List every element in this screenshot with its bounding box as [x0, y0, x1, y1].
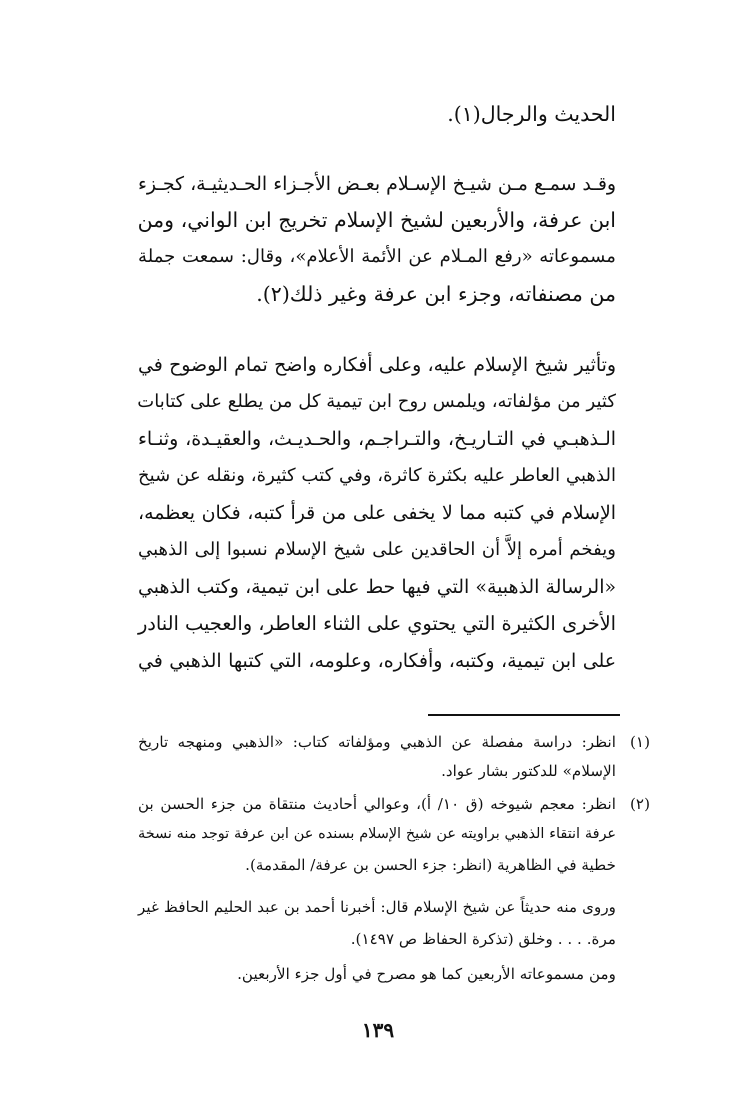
text-line: الذهبي العاطر عليه بكثرة كاثرة، وفي كتب كثيرة، ونقله عن شيخ	[138, 465, 616, 486]
footnote-line: خطية في الظاهرية (انظر: جزء الحسن بن عرفة/ المقدمة).	[245, 856, 616, 874]
page-number: ١٣٩	[361, 1018, 395, 1042]
text-line: على ابن تيمية، وكتبه، وأفكاره، وعلومه، التي كتبها الذهبي في	[138, 650, 616, 672]
text-line: الحديث والرجال(١).	[447, 102, 616, 126]
text-line: كثير من مؤلفاته، ويلمس روح ابن تيمية كل من يطلع على كتابات	[137, 391, 616, 412]
footnote-line: مرة. . . . وخلق (تذكرة الحفاظ ص ١٤٩٧).	[350, 930, 616, 948]
text-line: الـذهبـي في التـاريـخ، والتـراجـم، والحـديـث، والعقيـدة، وثنـاء	[138, 428, 616, 450]
footnote-line	[138, 792, 650, 816]
text-line: من مصنفاته، وجزء ابن عرفة وغير ذلك(٢).	[256, 282, 616, 306]
footnote-line: ومن مسموعاته الأربعين كما هو مصرح في أول جزء الأربعين.	[237, 965, 616, 983]
footnote-text: انظر: دراسة مفصلة عن الذهبي ومؤلفاته كتاب: «الذهبي ومنهجه تاريخ	[138, 733, 616, 751]
footnote-line: الإسلام» للدكتور بشار عواد.	[441, 762, 616, 780]
text-line: ويفخم أمره إلاَّ أن الحاقدين على شيخ الإسلام نسبوا إلى الذهبي	[138, 539, 616, 560]
text-line: «الرسالة الذهبية» التي فيها حط على ابن تيمية، وكتب الذهبي	[138, 576, 616, 598]
text-line: وتأثير شيخ الإسلام عليه، وعلى أفكاره واضح تمام الوضوح في	[138, 354, 616, 376]
text-line: الإسلام في كتبه مما لا يخفى على من قرأ كتبه، فكان يعظمه،	[138, 502, 616, 524]
text-line: وقـد سمـع مـن شيـخ الإسـلام بعـض الأجـزاء الحـديثيـة، كجـزء	[138, 173, 616, 195]
footnote-line: وروى منه حديثاً عن شيخ الإسلام قال: أخبرنا أحمد بن عبد الحليم الحافظ غير	[138, 898, 616, 916]
footnote-number: (١)	[629, 733, 650, 751]
footnote-text: انظر: معجم شيوخه (ق ١٠/ أ)، وعوالي أحاديث منتقاة من جزء الحسن بن	[138, 795, 616, 813]
text-line: الأخرى الكثيرة التي يحتوي على الثناء العاطر، والعجيب النادر	[138, 612, 616, 635]
footnote-line: عرفة انتقاء الذهبي براويته عن شيخ الإسلام بسنده عن ابن عرفة توجد منه نسخة	[138, 826, 616, 842]
footnote-line	[138, 730, 650, 754]
footnote-number: (٢)	[629, 795, 650, 813]
text-line: مسموعاته «رفع المـلام عن الأئمة الأعلام»، وقال: سمعت جملة	[138, 246, 616, 267]
footnote-separator	[428, 714, 620, 716]
text-line: ابن عرفة، والأربعين لشيخ الإسلام تخريج ابن الواني، ومن	[137, 208, 616, 232]
